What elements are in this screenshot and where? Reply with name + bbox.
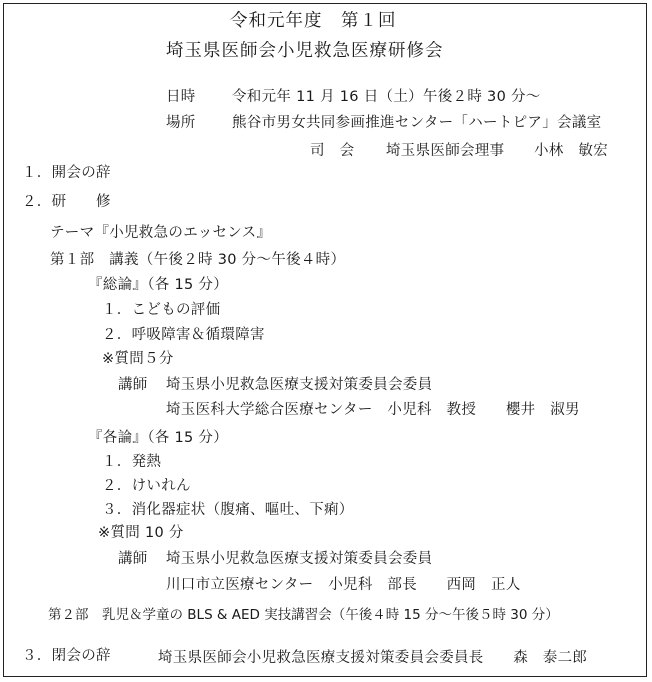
date-label: 日時 <box>166 89 196 105</box>
title-line-1: 令和元年度 第１回 <box>230 11 397 31</box>
item-opening: １．開会の辞 <box>22 165 111 181</box>
title-line-2: 埼玉県医師会小児救急医療研修会 <box>166 41 444 61</box>
date-value: 令和元年 11 月 16 日（土）午後２時 30 分～ <box>232 89 541 105</box>
specific-topic-3: ３．消化器症状（腹痛、嘔吐、下痢） <box>102 502 354 518</box>
specific-lecturer-label: 講師 <box>118 551 148 567</box>
theme: テーマ『小児救急のエッセンス』 <box>50 225 272 241</box>
specific-qa: ※質問 10 分 <box>98 525 184 541</box>
mc-label: 司 会 <box>310 143 355 159</box>
mc-value: 埼玉県医師会理事 小林 敏宏 <box>386 143 608 159</box>
general-lecturer-line-2: 埼玉医科大学総合医療センター 小児科 教授 櫻井 淑男 <box>166 402 580 418</box>
general-lecturer-line-1: 埼玉県小児救急医療支援対策委員会委員 <box>166 377 433 393</box>
item-closing: ３．閉会の辞 <box>22 648 111 664</box>
specific-lecturer-line-1: 埼玉県小児救急医療支援対策委員会委員 <box>166 551 433 567</box>
general-heading: 『総論』（各 15 分） <box>88 277 229 293</box>
place-value: 熊谷市男女共同参画推進センター「ハートピア」会議室 <box>232 115 602 131</box>
part2-heading: 第２部 乳児＆学童の BLS & AED 実技講習会（午後４時 15 分～午後５時 30 分） <box>48 607 559 623</box>
general-topic-2: ２．呼吸障害＆循環障害 <box>102 327 265 343</box>
closing-speaker: 埼玉県医師会小児救急医療支援対策委員会委員長 森 泰二郎 <box>158 650 588 666</box>
specific-topic-2: ２．けいれん <box>102 478 191 494</box>
part1-heading: 第１部 講義（午後２時 30 分～午後４時） <box>50 252 346 268</box>
item-training: ２．研 修 <box>22 194 111 210</box>
specific-topic-1: １．発熱 <box>102 454 162 470</box>
general-lecturer-label: 講師 <box>118 377 148 393</box>
specific-lecturer-line-2: 川口市立医療センター 小児科 部長 西岡 正人 <box>166 577 521 593</box>
place-label: 場所 <box>166 115 196 131</box>
specific-heading: 『各論』（各 15 分） <box>88 430 229 446</box>
general-topic-1: １．こどもの評価 <box>102 302 221 318</box>
general-qa: ※質問５分 <box>102 351 174 367</box>
